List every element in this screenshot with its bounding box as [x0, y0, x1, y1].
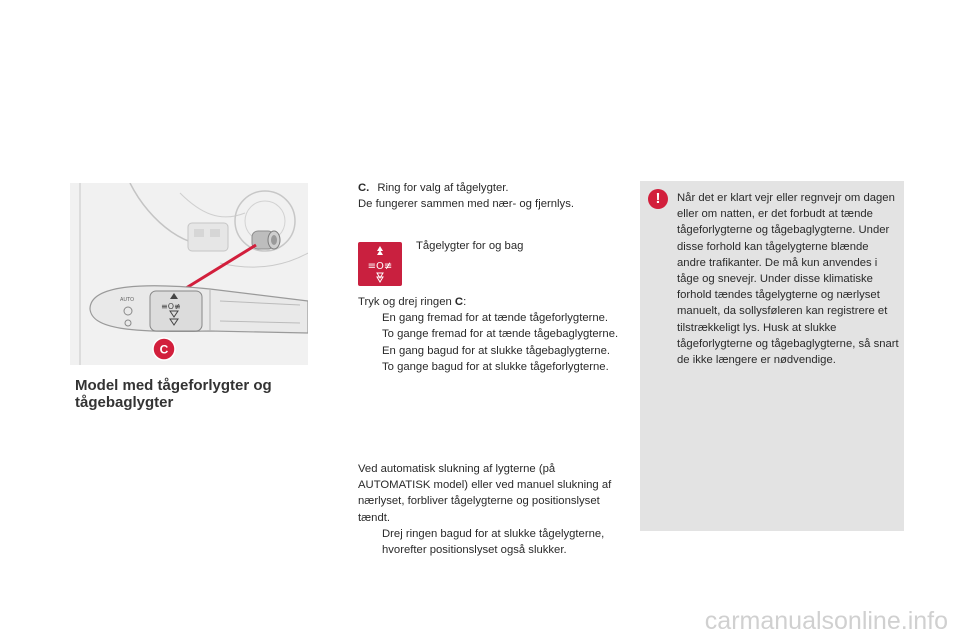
svg-text:AUTO: AUTO: [120, 297, 135, 303]
list-item: En gang bagud for at slukke tågebaglygterne.: [382, 344, 610, 357]
ring-description: [358, 180, 620, 212]
instructions-ring-ref: C: [454, 296, 464, 308]
ring-subtext: De fungerer sammen med nær- og fjernlys.: [358, 198, 574, 211]
warning-text: Når det er klart vejr eller regnvejr om dagen eller om natten, er det forbudt at tænde tågeforlygterne og tågebaglygterne. Under disse forhold kan tågelygterne blænde andre trafikanter. De må kun anvendes i tåge og snevejr. Under disse klimatiske forhold tændes tågelygterne og nærlyset manuelt, da sollysføleren kan registrere et tilstrækkeligt lys. Husk at slukke tågeforlygterne og tågebaglygterne, så snart de ikke længere er nødvendige.: [677, 192, 899, 367]
list-item: To gange bagud for at slukke tågeforlygterne.: [382, 360, 609, 373]
watermark: carmanualsonline.info: [704, 607, 948, 635]
list-item: En gang fremad for at tænde tågeforlygterne.: [382, 312, 609, 325]
list-item: Drej ringen bagud for at slukke tågelygterne, hvorefter positionslyset også slukker.: [382, 527, 605, 557]
fog-lights-icon: [358, 242, 402, 286]
auto-off-text: Ved automatisk slukning af lygterne (på AUTOMATISK model) eller ved manuel slukning af nærlyset, forbliver tågelygterne og positionslyset tændt.: [358, 463, 612, 524]
list-item: To gange fremad for at tænde tågebaglygterne.: [382, 328, 619, 341]
instructions: Tryk og drej ringen C: En gang fremad for at tænde tågeforlygterne. To gange fremad for at tænde tågebaglygterne. En gang bagud for at slukke tågebaglygterne. To gange bagud for at slukke tågeforlygterne.: [358, 294, 620, 375]
auto-off-note: [358, 461, 620, 558]
ring-text: Ring for valg af tågelygter.: [377, 182, 509, 194]
stalk-illustration: [70, 183, 308, 365]
svg-text:≡O≢: ≡O≢: [161, 302, 181, 311]
callout-letter: C: [159, 342, 169, 357]
svg-text:≡O≢: ≡O≢: [367, 261, 393, 272]
section-title: Model med tågeforlygter og tågebaglygter: [75, 377, 272, 411]
warning-box: [640, 181, 904, 531]
instructions-intro: Tryk og drej ringen: [358, 296, 452, 308]
warning-icon: !: [648, 189, 668, 209]
stalk-drawing: [70, 183, 308, 365]
instructions-list: [358, 310, 620, 375]
fog-lights-label: Tågelygter for og bag: [416, 240, 524, 252]
ring-label: C.: [358, 182, 370, 194]
